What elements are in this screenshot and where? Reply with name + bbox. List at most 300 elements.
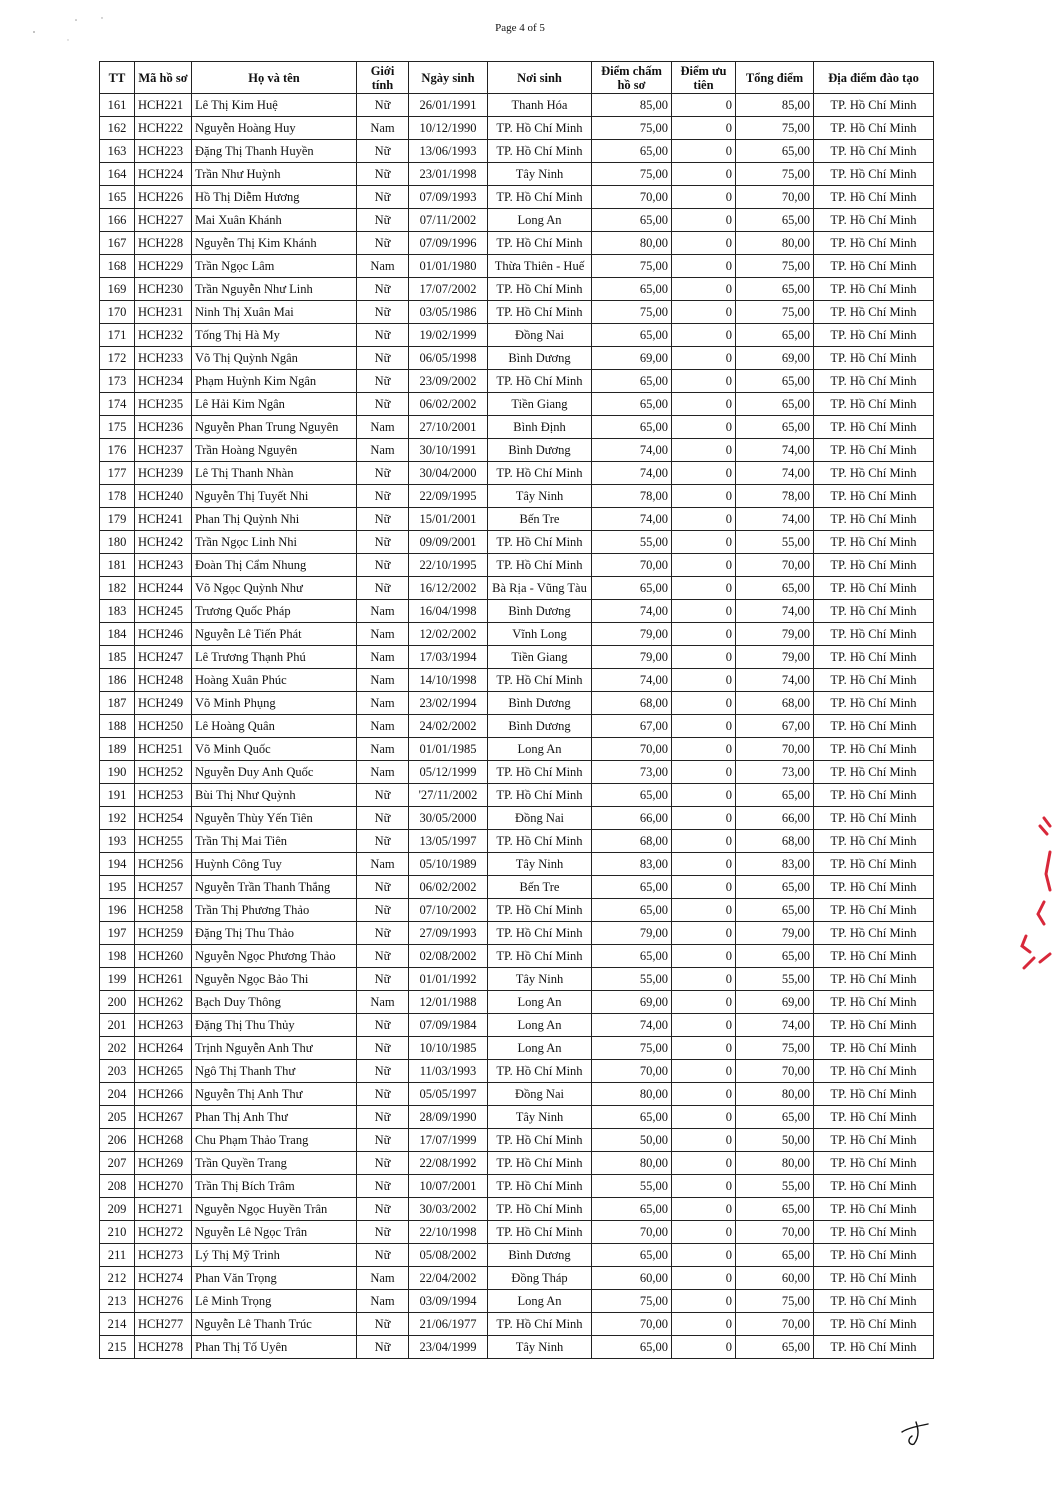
table-row [100,876,934,899]
cell-tt: 167 [100,232,135,255]
cell-location: TP. Hồ Chí Minh [814,646,934,669]
cell-code: HCH229 [135,255,192,278]
cell-score-file: 65,00 [592,1198,672,1221]
cell-score-priority: 0 [672,439,736,462]
cell-score-total: 74,00 [736,1014,814,1037]
red-seal-fragment-icon [1014,812,1053,972]
cell-score-total: 65,00 [736,416,814,439]
cell-score-priority: 0 [672,1175,736,1198]
cell-birthplace: Đồng Nai [488,1083,592,1106]
cell-tt: 194 [100,853,135,876]
cell-birthplace: Tiền Giang [488,646,592,669]
cell-code: HCH236 [135,416,192,439]
cell-code: HCH273 [135,1244,192,1267]
cell-sex: Nam [357,646,409,669]
cell-sex: Nữ [357,784,409,807]
cell-location: TP. Hồ Chí Minh [814,393,934,416]
cell-tt: 166 [100,209,135,232]
cell-sex: Nữ [357,876,409,899]
cell-location: TP. Hồ Chí Minh [814,784,934,807]
cell-dob: 17/07/1999 [409,1129,488,1152]
cell-tt: 189 [100,738,135,761]
cell-code: HCH272 [135,1221,192,1244]
cell-score-total: 65,00 [736,324,814,347]
cell-birthplace: Đồng Nai [488,807,592,830]
cell-name: Trần Thị Mai Tiên [192,830,357,853]
table-header [100,62,934,94]
cell-code: HCH230 [135,278,192,301]
cell-score-file: 65,00 [592,324,672,347]
cell-score-priority: 0 [672,117,736,140]
cell-score-file: 70,00 [592,1060,672,1083]
cell-name: Nguyễn Thùy Yến Tiên [192,807,357,830]
initial-signature-icon [898,1418,934,1448]
cell-name: Phan Thị Tố Uyên [192,1336,357,1359]
cell-location: TP. Hồ Chí Minh [814,94,934,117]
cell-code: HCH260 [135,945,192,968]
table-row [100,853,934,876]
cell-tt: 178 [100,485,135,508]
header-name: Họ và tên [192,62,357,94]
cell-code: HCH241 [135,508,192,531]
cell-score-total: 60,00 [736,1267,814,1290]
cell-score-file: 65,00 [592,899,672,922]
cell-score-file: 85,00 [592,94,672,117]
cell-score-total: 74,00 [736,439,814,462]
cell-sex: Nữ [357,1221,409,1244]
cell-score-total: 75,00 [736,301,814,324]
cell-score-priority: 0 [672,1037,736,1060]
scan-speck-icon [28,14,108,44]
cell-dob: 23/02/1994 [409,692,488,715]
cell-birthplace: Bình Dương [488,347,592,370]
cell-score-priority: 0 [672,232,736,255]
cell-name: Nguyễn Thị Tuyết Nhi [192,485,357,508]
cell-tt: 162 [100,117,135,140]
cell-code: HCH263 [135,1014,192,1037]
cell-score-priority: 0 [672,945,736,968]
cell-score-total: 55,00 [736,531,814,554]
cell-score-total: 66,00 [736,807,814,830]
cell-score-priority: 0 [672,1014,736,1037]
cell-tt: 161 [100,94,135,117]
cell-score-file: 75,00 [592,163,672,186]
cell-dob: 19/02/1999 [409,324,488,347]
cell-location: TP. Hồ Chí Minh [814,117,934,140]
cell-tt: 204 [100,1083,135,1106]
cell-name: Đặng Thị Thanh Huyền [192,140,357,163]
cell-score-priority: 0 [672,646,736,669]
cell-name: Nguyễn Thị Anh Thư [192,1083,357,1106]
cell-code: HCH247 [135,646,192,669]
cell-code: HCH223 [135,140,192,163]
cell-location: TP. Hồ Chí Minh [814,968,934,991]
cell-score-file: 65,00 [592,1336,672,1359]
table-row [100,1106,934,1129]
cell-score-total: 68,00 [736,692,814,715]
cell-score-file: 70,00 [592,738,672,761]
cell-location: TP. Hồ Chí Minh [814,1106,934,1129]
cell-tt: 183 [100,600,135,623]
candidate-table [99,61,934,1359]
cell-dob: 23/04/1999 [409,1336,488,1359]
table-row [100,968,934,991]
cell-tt: 185 [100,646,135,669]
cell-birthplace: Bến Tre [488,876,592,899]
cell-score-file: 78,00 [592,485,672,508]
cell-sex: Nữ [357,1083,409,1106]
cell-dob: 17/03/1994 [409,646,488,669]
cell-dob: 14/10/1998 [409,669,488,692]
cell-score-total: 74,00 [736,462,814,485]
cell-name: Ninh Thị Xuân Mai [192,301,357,324]
cell-code: HCH251 [135,738,192,761]
cell-location: TP. Hồ Chí Minh [814,278,934,301]
cell-birthplace: TP. Hồ Chí Minh [488,301,592,324]
cell-dob: 26/01/1991 [409,94,488,117]
cell-code: HCH231 [135,301,192,324]
cell-birthplace: TP. Hồ Chí Minh [488,554,592,577]
cell-tt: 179 [100,508,135,531]
cell-code: HCH239 [135,462,192,485]
cell-birthplace: TP. Hồ Chí Minh [488,1129,592,1152]
cell-dob: 23/01/1998 [409,163,488,186]
cell-birthplace: TP. Hồ Chí Minh [488,784,592,807]
cell-birthplace: TP. Hồ Chí Minh [488,1313,592,1336]
cell-score-file: 70,00 [592,1221,672,1244]
cell-dob: 11/03/1993 [409,1060,488,1083]
cell-score-total: 73,00 [736,761,814,784]
cell-birthplace: TP. Hồ Chí Minh [488,1175,592,1198]
cell-dob: 16/12/2002 [409,577,488,600]
cell-tt: 171 [100,324,135,347]
cell-name: Đoàn Thị Cẩm Nhung [192,554,357,577]
cell-tt: 215 [100,1336,135,1359]
cell-name: Chu Phạm Thảo Trang [192,1129,357,1152]
cell-dob: 22/09/1995 [409,485,488,508]
cell-tt: 212 [100,1267,135,1290]
cell-name: Phan Thị Quỳnh Nhi [192,508,357,531]
cell-score-file: 65,00 [592,370,672,393]
cell-birthplace: TP. Hồ Chí Minh [488,278,592,301]
cell-dob: 28/09/1990 [409,1106,488,1129]
cell-score-priority: 0 [672,1336,736,1359]
cell-code: HCH267 [135,1106,192,1129]
cell-dob: 24/02/2002 [409,715,488,738]
cell-code: HCH264 [135,1037,192,1060]
cell-sex: Nữ [357,232,409,255]
cell-score-priority: 0 [672,1313,736,1336]
table-row [100,255,934,278]
cell-score-priority: 0 [672,508,736,531]
cell-dob: 06/02/2002 [409,876,488,899]
cell-tt: 197 [100,922,135,945]
cell-tt: 209 [100,1198,135,1221]
table-row [100,899,934,922]
cell-score-priority: 0 [672,462,736,485]
cell-score-priority: 0 [672,692,736,715]
cell-location: TP. Hồ Chí Minh [814,416,934,439]
cell-score-priority: 0 [672,1290,736,1313]
cell-sex: Nữ [357,1129,409,1152]
cell-code: HCH261 [135,968,192,991]
cell-score-file: 66,00 [592,807,672,830]
cell-name: Trần Nguyễn Như Linh [192,278,357,301]
table-row [100,554,934,577]
table-row [100,922,934,945]
cell-dob: 27/10/2001 [409,416,488,439]
table-row [100,830,934,853]
cell-code: HCH271 [135,1198,192,1221]
cell-score-priority: 0 [672,186,736,209]
table-row [100,1244,934,1267]
cell-code: HCH255 [135,830,192,853]
cell-tt: 199 [100,968,135,991]
cell-tt: 180 [100,531,135,554]
cell-dob: 02/08/2002 [409,945,488,968]
cell-score-total: 65,00 [736,209,814,232]
cell-birthplace: TP. Hồ Chí Minh [488,945,592,968]
cell-name: Nguyễn Thị Kim Khánh [192,232,357,255]
cell-location: TP. Hồ Chí Minh [814,186,934,209]
cell-location: TP. Hồ Chí Minh [814,1290,934,1313]
cell-score-priority: 0 [672,301,736,324]
cell-sex: Nữ [357,393,409,416]
cell-code: HCH253 [135,784,192,807]
cell-score-file: 65,00 [592,876,672,899]
cell-location: TP. Hồ Chí Minh [814,830,934,853]
table-row [100,416,934,439]
page-number: Page 4 of 5 [495,22,545,34]
cell-tt: 193 [100,830,135,853]
cell-dob: 07/09/1984 [409,1014,488,1037]
cell-sex: Nam [357,117,409,140]
cell-code: HCH240 [135,485,192,508]
table-row [100,439,934,462]
cell-code: HCH265 [135,1060,192,1083]
cell-score-total: 68,00 [736,830,814,853]
cell-name: Trịnh Nguyễn Anh Thư [192,1037,357,1060]
cell-code: HCH276 [135,1290,192,1313]
cell-score-total: 80,00 [736,1152,814,1175]
cell-tt: 198 [100,945,135,968]
cell-sex: Nữ [357,945,409,968]
table-row [100,1083,934,1106]
cell-name: Võ Minh Phụng [192,692,357,715]
cell-code: HCH226 [135,186,192,209]
cell-sex: Nam [357,600,409,623]
cell-sex: Nam [357,623,409,646]
cell-birthplace: Long An [488,991,592,1014]
cell-name: Trần Quyền Trang [192,1152,357,1175]
cell-sex: Nam [357,761,409,784]
cell-code: HCH234 [135,370,192,393]
cell-score-file: 80,00 [592,1083,672,1106]
cell-code: HCH249 [135,692,192,715]
cell-tt: 173 [100,370,135,393]
cell-name: Nguyễn Phan Trung Nguyên [192,416,357,439]
cell-score-priority: 0 [672,1106,736,1129]
cell-location: TP. Hồ Chí Minh [814,738,934,761]
cell-location: TP. Hồ Chí Minh [814,439,934,462]
cell-dob: 06/02/2002 [409,393,488,416]
cell-score-total: 65,00 [736,278,814,301]
cell-code: HCH270 [135,1175,192,1198]
table-row [100,1336,934,1359]
cell-location: TP. Hồ Chí Minh [814,1244,934,1267]
cell-score-file: 67,00 [592,715,672,738]
cell-sex: Nam [357,991,409,1014]
cell-sex: Nữ [357,278,409,301]
cell-sex: Nữ [357,554,409,577]
cell-score-total: 65,00 [736,393,814,416]
cell-name: Huỳnh Công Tuy [192,853,357,876]
cell-location: TP. Hồ Chí Minh [814,899,934,922]
cell-sex: Nữ [357,462,409,485]
table-row [100,623,934,646]
table-row [100,117,934,140]
cell-birthplace: TP. Hồ Chí Minh [488,186,592,209]
table-row [100,1175,934,1198]
cell-birthplace: Bình Dương [488,1244,592,1267]
cell-dob: 30/03/2002 [409,1198,488,1221]
cell-tt: 214 [100,1313,135,1336]
cell-sex: Nam [357,439,409,462]
cell-sex: Nữ [357,1152,409,1175]
cell-birthplace: TP. Hồ Chí Minh [488,761,592,784]
cell-birthplace: Long An [488,1014,592,1037]
header-birthplace: Nơi sinh [488,62,592,94]
cell-code: HCH256 [135,853,192,876]
cell-location: TP. Hồ Chí Minh [814,922,934,945]
cell-dob: 05/05/1997 [409,1083,488,1106]
cell-code: HCH254 [135,807,192,830]
cell-name: Lê Thị Kim Huệ [192,94,357,117]
cell-score-file: 65,00 [592,416,672,439]
cell-birthplace: Tây Ninh [488,485,592,508]
cell-location: TP. Hồ Chí Minh [814,1014,934,1037]
cell-tt: 191 [100,784,135,807]
cell-dob: 30/05/2000 [409,807,488,830]
cell-score-total: 74,00 [736,600,814,623]
cell-location: TP. Hồ Chí Minh [814,209,934,232]
table-row [100,301,934,324]
cell-score-total: 65,00 [736,945,814,968]
table-row [100,508,934,531]
cell-code: HCH245 [135,600,192,623]
cell-birthplace: TP. Hồ Chí Minh [488,899,592,922]
cell-tt: 170 [100,301,135,324]
cell-sex: Nữ [357,1336,409,1359]
cell-score-priority: 0 [672,1221,736,1244]
cell-score-total: 70,00 [736,1221,814,1244]
cell-tt: 184 [100,623,135,646]
cell-dob: 12/02/2002 [409,623,488,646]
cell-birthplace: Long An [488,1037,592,1060]
cell-tt: 196 [100,899,135,922]
cell-tt: 207 [100,1152,135,1175]
cell-score-total: 65,00 [736,370,814,393]
cell-tt: 202 [100,1037,135,1060]
cell-score-priority: 0 [672,876,736,899]
cell-score-priority: 0 [672,991,736,1014]
cell-score-priority: 0 [672,1060,736,1083]
cell-location: TP. Hồ Chí Minh [814,1221,934,1244]
table-row [100,393,934,416]
cell-sex: Nữ [357,94,409,117]
cell-score-file: 75,00 [592,117,672,140]
cell-name: Nguyễn Duy Anh Quốc [192,761,357,784]
cell-sex: Nữ [357,1037,409,1060]
cell-name: Nguyễn Lê Tiến Phát [192,623,357,646]
cell-score-file: 75,00 [592,1290,672,1313]
cell-score-file: 74,00 [592,462,672,485]
cell-score-priority: 0 [672,1198,736,1221]
cell-code: HCH248 [135,669,192,692]
cell-location: TP. Hồ Chí Minh [814,669,934,692]
cell-code: HCH237 [135,439,192,462]
cell-location: TP. Hồ Chí Minh [814,140,934,163]
cell-score-file: 79,00 [592,623,672,646]
cell-score-total: 70,00 [736,186,814,209]
cell-score-file: 65,00 [592,1106,672,1129]
cell-birthplace: Tây Ninh [488,968,592,991]
cell-birthplace: Long An [488,209,592,232]
cell-score-file: 79,00 [592,646,672,669]
cell-score-priority: 0 [672,416,736,439]
cell-score-total: 79,00 [736,646,814,669]
cell-code: HCH250 [135,715,192,738]
cell-tt: 172 [100,347,135,370]
cell-birthplace: Long An [488,738,592,761]
cell-sex: Nữ [357,922,409,945]
cell-code: HCH266 [135,1083,192,1106]
cell-location: TP. Hồ Chí Minh [814,761,934,784]
cell-sex: Nữ [357,1198,409,1221]
table-row [100,531,934,554]
cell-score-total: 80,00 [736,1083,814,1106]
cell-dob: 05/12/1999 [409,761,488,784]
header-dob: Ngày sinh [409,62,488,94]
cell-score-file: 65,00 [592,393,672,416]
cell-birthplace: Bến Tre [488,508,592,531]
cell-dob: 13/05/1997 [409,830,488,853]
cell-score-total: 83,00 [736,853,814,876]
cell-tt: 186 [100,669,135,692]
cell-tt: 201 [100,1014,135,1037]
cell-birthplace: Bình Định [488,416,592,439]
cell-score-file: 75,00 [592,255,672,278]
cell-birthplace: TP. Hồ Chí Minh [488,462,592,485]
header-code: Mã hồ sơ [135,62,192,94]
cell-location: TP. Hồ Chí Minh [814,876,934,899]
cell-score-total: 79,00 [736,922,814,945]
cell-sex: Nữ [357,899,409,922]
cell-sex: Nữ [357,577,409,600]
table-row [100,347,934,370]
cell-birthplace: TP. Hồ Chí Minh [488,1152,592,1175]
cell-name: Nguyễn Hoàng Huy [192,117,357,140]
cell-location: TP. Hồ Chí Minh [814,991,934,1014]
cell-birthplace: TP. Hồ Chí Minh [488,830,592,853]
cell-code: HCH277 [135,1313,192,1336]
cell-birthplace: Thừa Thiên - Huế [488,255,592,278]
cell-name: Trần Như Huỳnh [192,163,357,186]
cell-score-priority: 0 [672,1267,736,1290]
cell-birthplace: Bà Rịa - Vũng Tàu [488,577,592,600]
cell-location: TP. Hồ Chí Minh [814,255,934,278]
cell-sex: Nam [357,715,409,738]
